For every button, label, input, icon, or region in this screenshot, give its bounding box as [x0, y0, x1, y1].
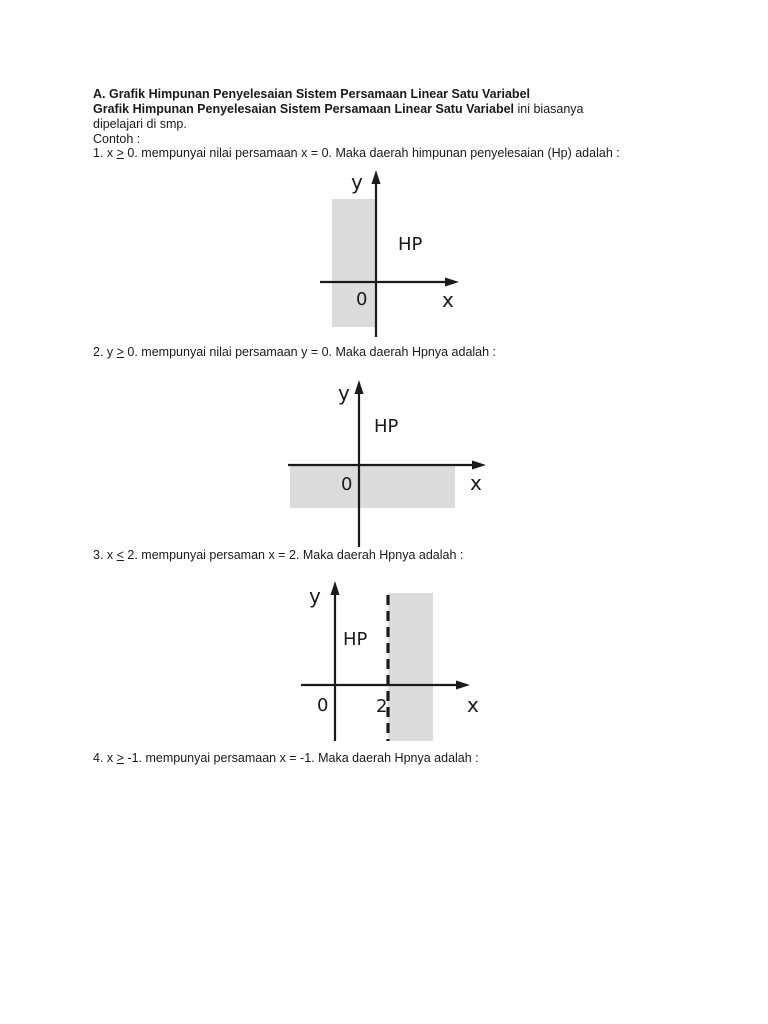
x-axis-arrow — [472, 461, 486, 470]
x-axis-arrow — [456, 681, 470, 690]
origin-label: 0 — [341, 474, 353, 495]
shaded-region — [290, 465, 455, 508]
boundary-value-label: 2 — [376, 696, 388, 717]
hp-label: HP — [398, 234, 423, 255]
contoh-label: Contoh : — [93, 132, 141, 146]
section-heading: A. Grafik Himpunan Penyelesaian Sistem Persamaan Linear Satu Variabel — [93, 87, 530, 101]
y-axis-label: y — [309, 584, 321, 608]
relation-symbol: > — [116, 751, 124, 765]
x-axis-arrow — [445, 278, 459, 287]
example-4-text: 4. x > -1. mempunyai persamaan x = -1. Maka daerah Hpnya adalah : — [93, 751, 479, 765]
y-axis-label: y — [351, 170, 363, 194]
intro-line-2: dipelajari di smp. — [93, 117, 187, 131]
y-axis-arrow — [331, 581, 340, 595]
hp-label: HP — [343, 629, 368, 650]
example-2-text: 2. y > 0. mempunyai nilai persamaan y = 0. Maka daerah Hpnya adalah : — [93, 345, 497, 359]
hp-label: HP — [374, 416, 399, 437]
shaded-region — [388, 593, 433, 741]
shaded-region — [332, 199, 376, 327]
x-axis-label: x — [442, 288, 454, 312]
intro-rest: ini biasanya — [514, 102, 584, 116]
relation-symbol: > — [116, 345, 124, 359]
x-axis-label: x — [467, 693, 479, 717]
y-axis-label: y — [338, 381, 350, 405]
example-3-text: 3. x < 2. mempunyai persaman x = 2. Maka daerah Hpnya adalah : — [93, 548, 464, 562]
y-axis-arrow — [372, 170, 381, 184]
x-axis-label: x — [470, 471, 482, 495]
graph-3 — [295, 575, 490, 745]
relation-symbol: < — [116, 548, 124, 562]
relation-symbol: > — [116, 146, 124, 160]
graph-1 — [300, 162, 480, 347]
origin-label: 0 — [356, 289, 368, 310]
example-1-text: 1. x > 0. mempunyai nilai persamaan x = 0. Maka daerah himpunan penyelesaian (Hp) adalah : — [93, 146, 620, 160]
y-axis-arrow — [355, 380, 364, 394]
origin-label: 0 — [317, 695, 329, 716]
intro-line-1 — [93, 102, 584, 117]
graph-2 — [280, 372, 500, 550]
intro-bold-term: Grafik Himpunan Penyelesaian Sistem Persamaan Linear Satu Variabel — [93, 102, 515, 116]
